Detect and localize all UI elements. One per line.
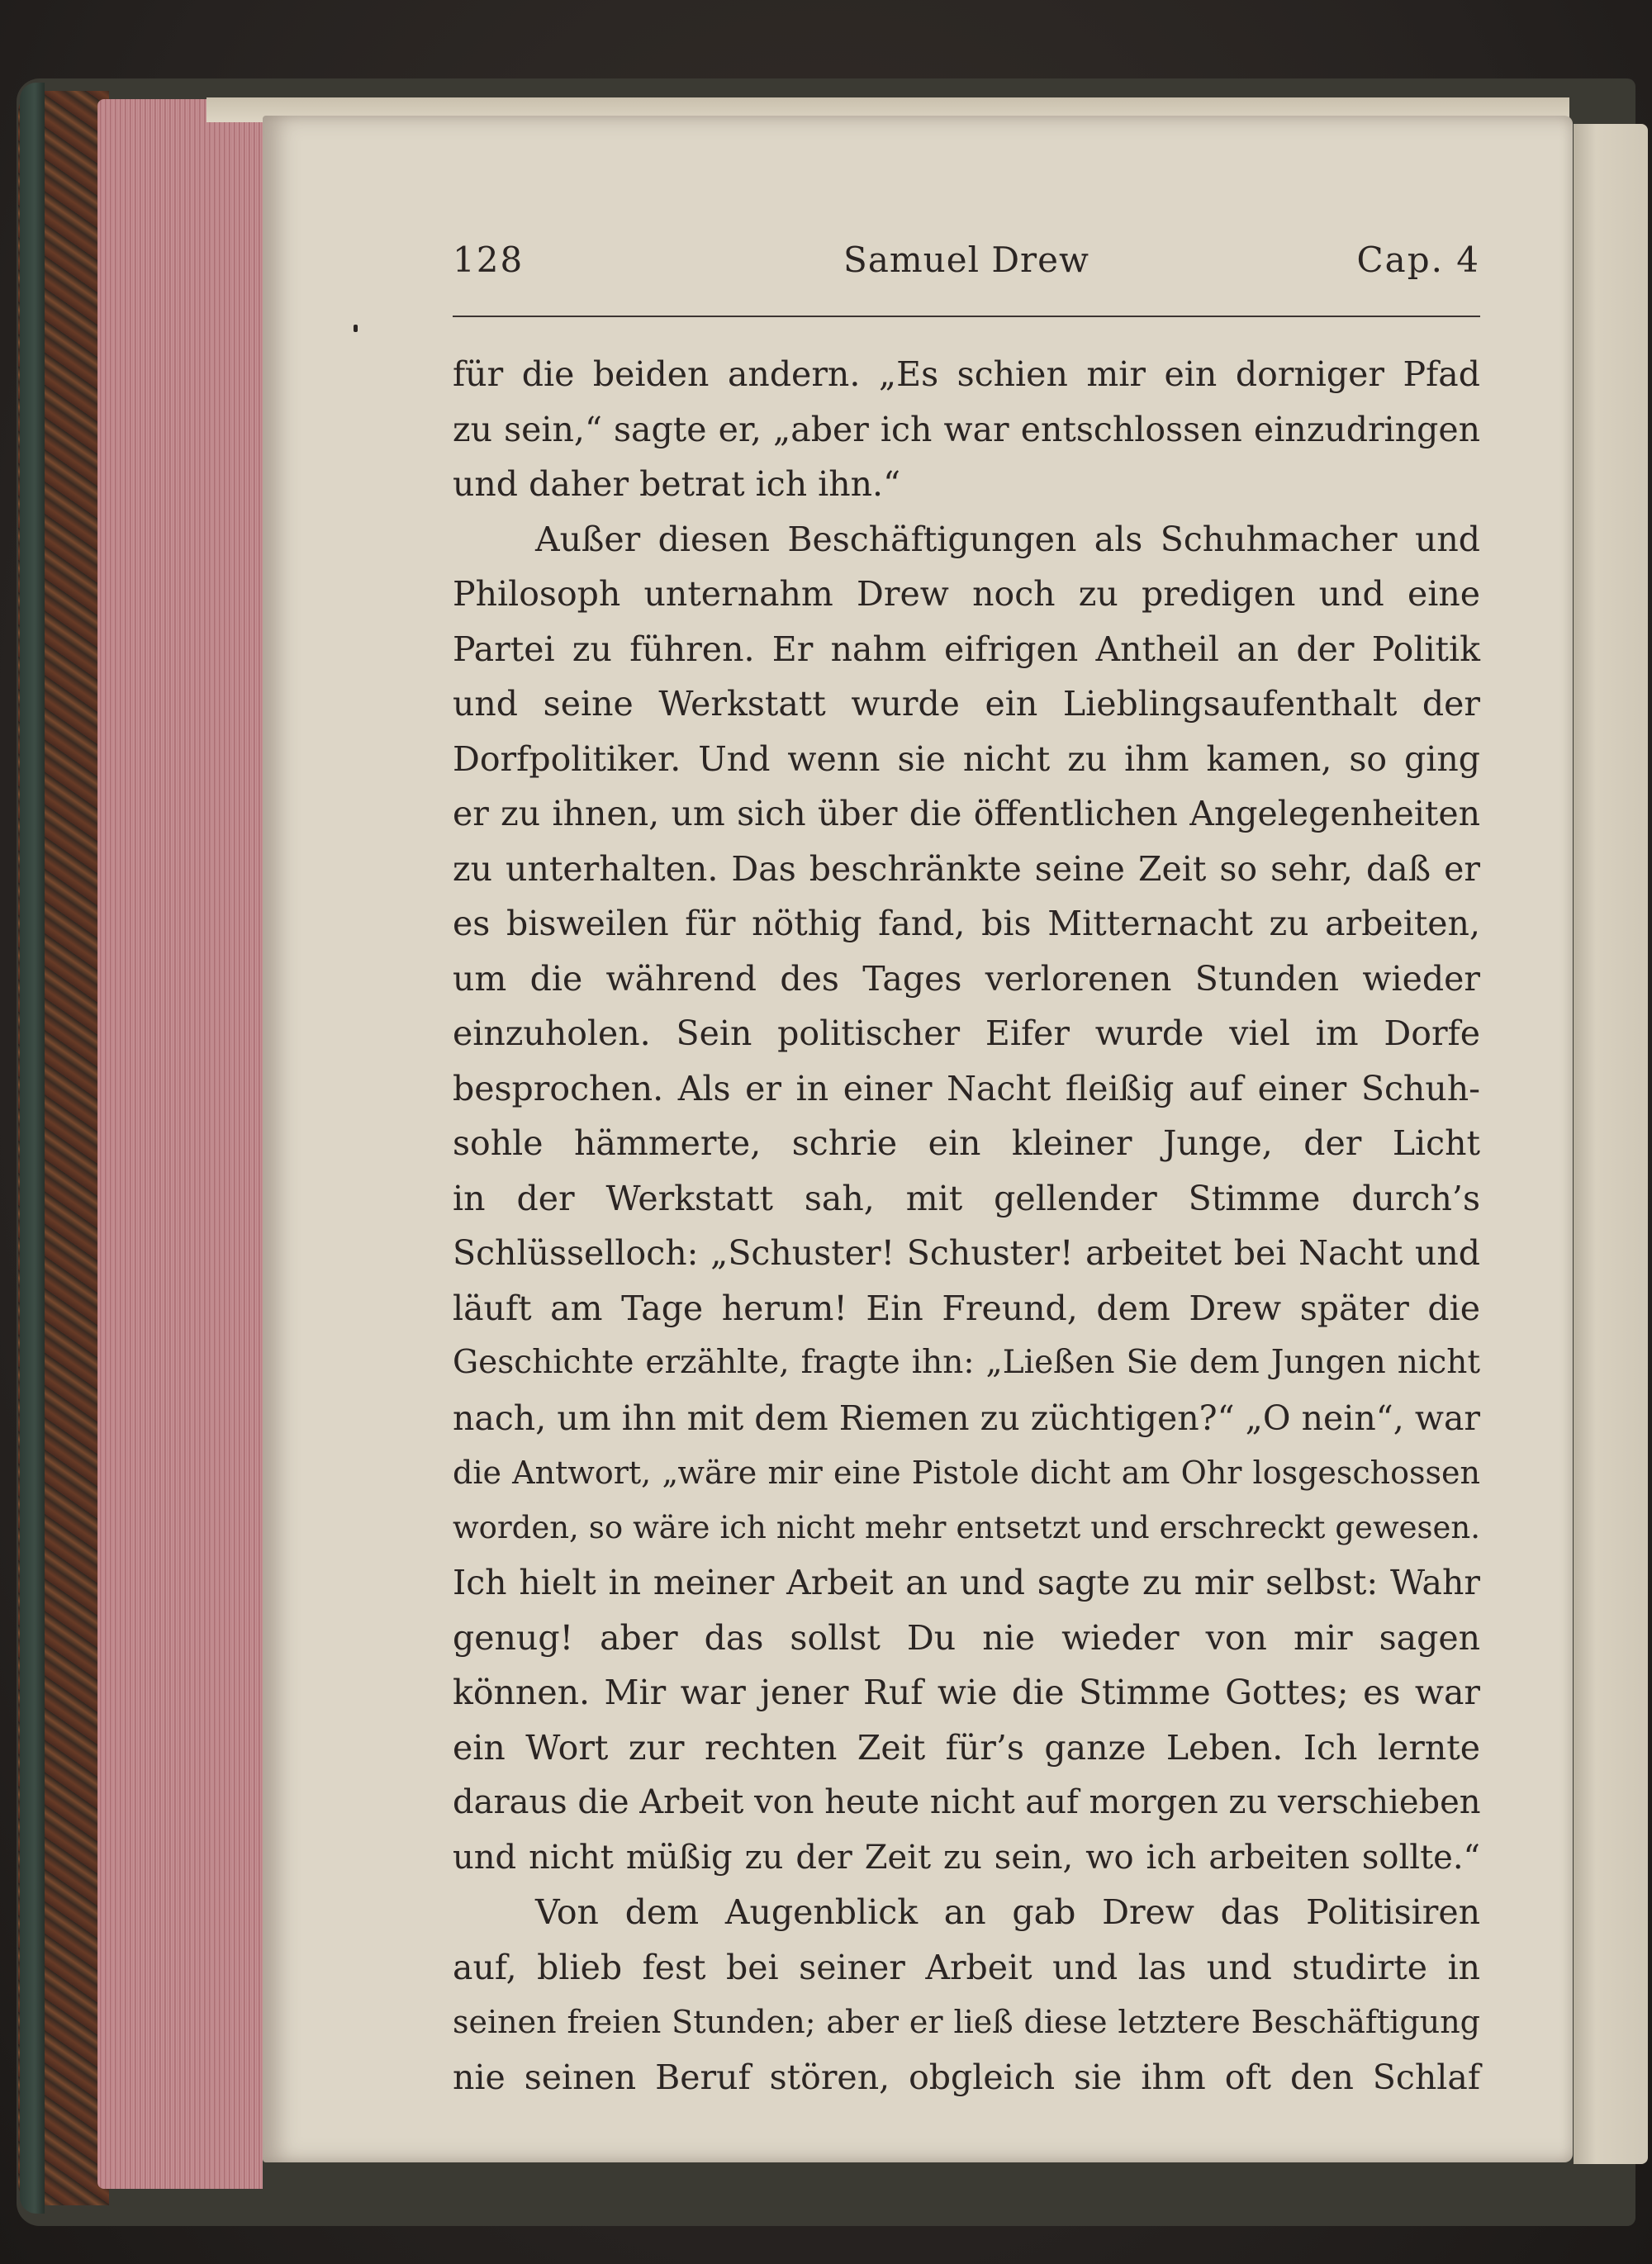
text-line: genug! aber das sollst Du nie wieder von mir sagen	[453, 1617, 1480, 1658]
text-line: Geschichte erzählte, fragte ihn: „Ließen Sie dem Jungen nicht	[453, 1344, 1480, 1381]
facing-page-edge	[1574, 124, 1648, 2164]
text-line: Partei zu führen. Er nahm eifrigen Antheil an der Politik	[453, 629, 1480, 669]
text-line: und nicht müßig zu der Zeit zu sein, wo ich arbeiten sollte.“	[453, 1838, 1480, 1877]
running-title: Samuel Drew	[843, 240, 1089, 280]
book-spine	[20, 83, 45, 2214]
text-line: Außer diesen Beschäftigungen als Schuhmacher und	[535, 519, 1480, 559]
text-line: und daher betrat ich ihn.“	[453, 464, 901, 504]
text-line: sohle hämmerte, schrie ein kleiner Junge, der Licht	[453, 1123, 1480, 1163]
text-line: auf, blieb fest bei seiner Arbeit und las und studirte in	[453, 1947, 1480, 1987]
running-head	[453, 240, 1480, 289]
text-line: es bisweilen für nöthig fand, bis Mitternacht zu arbeiten,	[453, 904, 1480, 943]
text-line: worden, so wäre ich nicht mehr entsetzt und erschreckt gewesen.	[453, 1509, 1480, 1545]
text-line: Von dem Augenblick an gab Drew das Politisiren	[535, 1892, 1480, 1932]
text-line: nach, um ihn mit dem Riemen zu züchtigen?“ „O nein“, war	[453, 1398, 1480, 1438]
text-line: für die beiden andern. „Es schien mir ein dorniger Pfad	[453, 354, 1480, 394]
text-line: Schlüsselloch: „Schuster! Schuster! arbeitet bei Nacht und	[453, 1233, 1480, 1273]
text-line: zu unterhalten. Das beschränkte seine Zeit so sehr, daß er	[453, 848, 1480, 889]
margin-mark	[354, 325, 358, 332]
text-line: und seine Werkstatt wurde ein Lieblingsaufenthalt der	[453, 684, 1480, 724]
text-line: Philosoph unternahm Drew noch zu predigen und eine	[453, 574, 1480, 614]
page-number: 128	[453, 240, 525, 280]
header-rule	[453, 316, 1480, 317]
text-line: zu sein,“ sagte er, „aber ich war entschlossen einzudringen	[453, 409, 1480, 449]
text-line: Dorfpolitiker. Und wenn sie nicht zu ihm kamen, so ging	[453, 738, 1480, 779]
text-line: seinen freien Stunden; aber er ließ diese letztere Beschäftigung	[453, 2004, 1480, 2040]
text-line: er zu ihnen, um sich über die öffentlichen Angelegenheiten	[453, 794, 1480, 833]
page-block-edges	[97, 99, 263, 2189]
text-line: einzuholen. Sein politischer Eifer wurde viel im Dorfe	[453, 1013, 1480, 1053]
body-text	[453, 347, 1480, 2105]
text-line: die Antwort, „wäre mir eine Pistole dicht am Ohr losgeschossen	[453, 1455, 1480, 1491]
text-line: ein Wort zur rechten Zeit für’s ganze Leben. Ich lernte	[453, 1727, 1480, 1768]
text-line: können. Mir war jener Ruf wie die Stimme Gottes; es war	[453, 1673, 1480, 1712]
text-line: nie seinen Beruf stören, obgleich sie ihm oft den Schlaf	[453, 2057, 1480, 2097]
text-line: Ich hielt in meiner Arbeit an und sagte zu mir selbst: Wahr	[453, 1563, 1480, 1602]
text-line: läuft am Tage herum! Ein Freund, dem Drew später die	[453, 1288, 1480, 1328]
text-line: besprochen. Als er in einer Nacht fleißig auf einer Schuh-	[453, 1068, 1480, 1108]
text-line: daraus die Arbeit von heute nicht auf morgen zu verschieben	[453, 1783, 1481, 1821]
chapter-reference: Cap. 4	[1356, 240, 1480, 280]
text-line: um die während des Tages verlorenen Stunden wieder	[453, 958, 1480, 999]
text-line: in der Werkstatt sah, mit gellender Stimme durch’s	[453, 1178, 1480, 1218]
